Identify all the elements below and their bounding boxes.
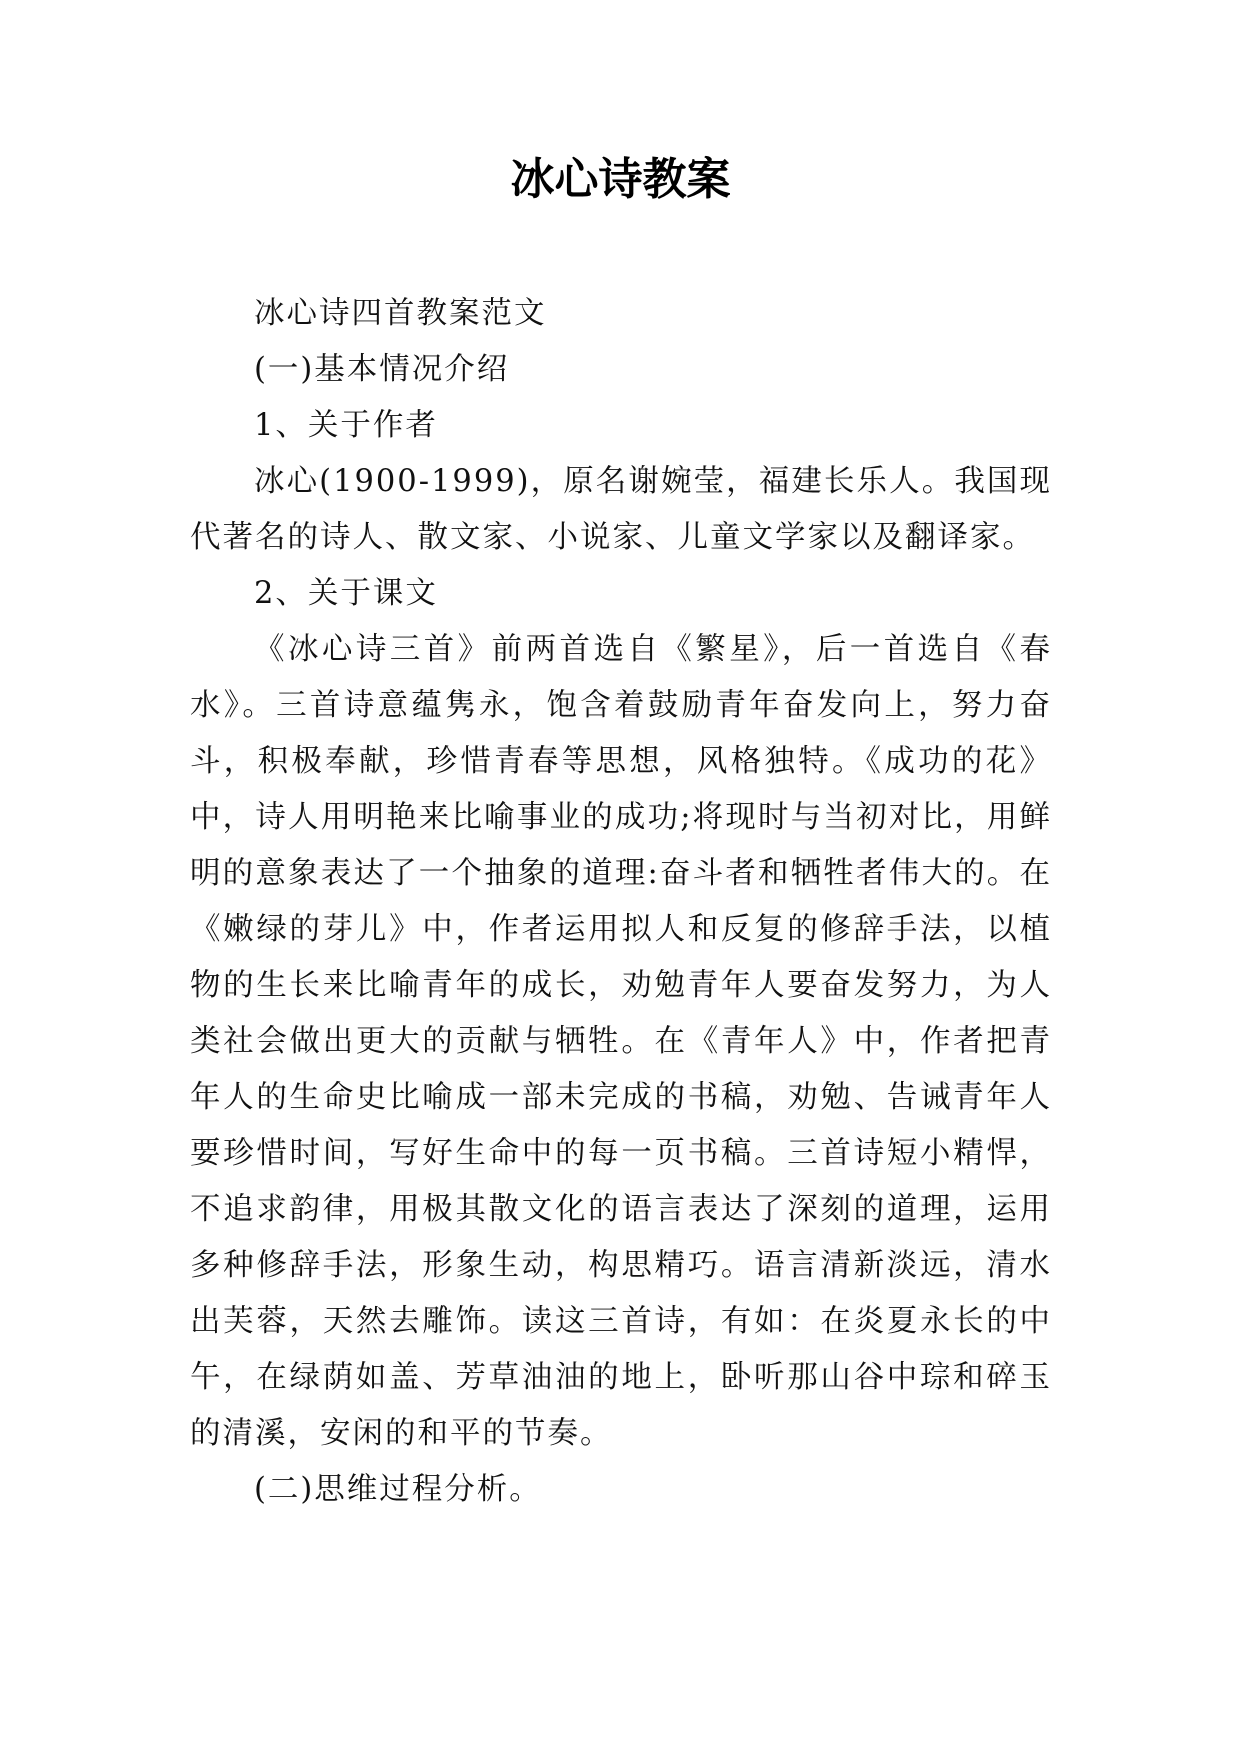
document-title: 冰心诗教案 [510, 154, 731, 205]
paragraph-author: 冰心(1900-1999)，原名谢婉莹，福建长乐人。我国现代著名的诗人、散文家、小说家、儿童文学家以及翻译家。 [190, 464, 1052, 555]
paragraph-heading: 冰心诗四首教案范文 [254, 296, 547, 331]
document-body [190, 286, 1052, 1518]
subsection-heading-author: 1、关于作者 [254, 408, 438, 443]
paragraph-text-analysis: 《冰心诗三首》前两首选自《繁星》，后一首选自《春水》。三首诗意蕴隽永，饱含着鼓励青年奋发向上，努力奋斗，积极奉献，珍惜青春等思想，风格独特。《成功的花》中，诗人用明艳来比喻事业的成功;将现时与当初对比，用鲜明的意象表达了一个抽象的道理:奋斗者和牺牲者伟大的。在《嫩绿的芽儿》中，作者运用拟人和反复的修辞手法，以植物的生长来比喻青年的成长，劝勉青年人要奋发努力，为人类社会做出更大的贡献与牺牲。在《青年人》中，作者把青年人的生命史比喻成一部未完成的书稿，劝勉、告诫青年人要珍惜时间，写好生命中的每一页书稿。三首诗短小精悍，不追求韵律，用极其散文化的语言表达了深刻的道理，运用多种修辞手法，形象生动，构思精巧。语言清新淡远，清水出芙蓉，天然去雕饰。读这三首诗，有如：在炎夏永长的中午，在绿荫如盖、芳草油油的地上，卧听那山谷中琮和碎玉的清溪，安闲的和平的节奏。 [190, 632, 1052, 1451]
section-heading-basic-info: (一)基本情况介绍 [254, 352, 510, 387]
section-heading-thinking-process: (二)思维过程分析。 [254, 1472, 542, 1507]
subsection-heading-text: 2、关于课文 [254, 576, 438, 611]
